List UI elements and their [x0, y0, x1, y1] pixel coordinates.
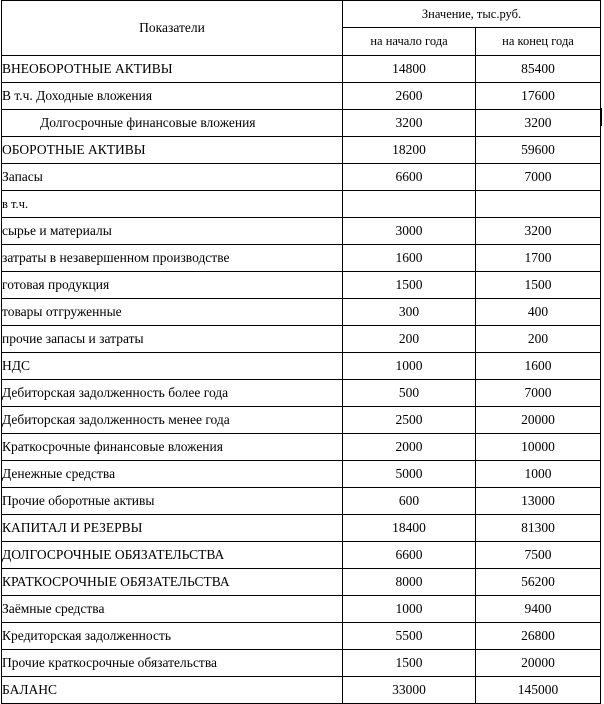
row-end-value: 56200 — [476, 569, 601, 596]
table-row — [2, 461, 601, 488]
header-end-of-year: на конец года — [476, 28, 601, 56]
row-start-value: 1500 — [343, 650, 476, 677]
header-indicator: Показатели — [2, 1, 343, 56]
row-end-value: 9400 — [476, 596, 601, 623]
row-end-value: 20000 — [476, 407, 601, 434]
row-label: ОБОРОТНЫЕ АКТИВЫ — [2, 137, 343, 164]
table-row — [2, 677, 601, 704]
row-start-value: 300 — [343, 299, 476, 326]
row-label: Прочие оборотные активы — [2, 488, 343, 515]
row-label: Долгосрочные финансовые вложения — [2, 110, 343, 137]
table-row — [2, 407, 601, 434]
row-label: ДОЛГОСРОЧНЫЕ ОБЯЗАТЕЛЬСТВА — [2, 542, 343, 569]
row-end-value — [476, 191, 601, 218]
row-label: затраты в незавершенном производстве — [2, 245, 343, 272]
row-start-value: 200 — [343, 326, 476, 353]
row-label: Прочие краткосрочные обязательства — [2, 650, 343, 677]
table-row — [2, 164, 601, 191]
row-end-value: 1000 — [476, 461, 601, 488]
row-end-value: 20000 — [476, 650, 601, 677]
row-label: Денежные средства — [2, 461, 343, 488]
row-label: в т.ч. — [2, 191, 343, 218]
row-end-value: 1600 — [476, 353, 601, 380]
row-label: готовая продукция — [2, 272, 343, 299]
financial-indicators-table — [1, 0, 601, 704]
table-row — [2, 515, 601, 542]
table-row — [2, 650, 601, 677]
row-start-value: 1000 — [343, 596, 476, 623]
table-row — [2, 245, 601, 272]
row-start-value: 6600 — [343, 542, 476, 569]
row-end-value: 81300 — [476, 515, 601, 542]
row-start-value: 3000 — [343, 218, 476, 245]
row-label: НДС — [2, 353, 343, 380]
row-start-value: 2500 — [343, 407, 476, 434]
row-label: В т.ч. Доходные вложения — [2, 83, 343, 110]
header-value-group: Значение, тыс.руб. — [343, 1, 601, 28]
table-row — [2, 434, 601, 461]
row-start-value: 6600 — [343, 164, 476, 191]
table-row — [2, 110, 601, 137]
table-row — [2, 299, 601, 326]
row-start-value: 18400 — [343, 515, 476, 542]
row-start-value: 600 — [343, 488, 476, 515]
row-label: КАПИТАЛ И РЕЗЕРВЫ — [2, 515, 343, 542]
table-row — [2, 218, 601, 245]
row-start-value: 1600 — [343, 245, 476, 272]
header-start-of-year: на начало года — [343, 28, 476, 56]
row-end-value: 85400 — [476, 56, 601, 83]
row-end-value: 3200 — [476, 218, 601, 245]
table-row — [2, 596, 601, 623]
table-row — [2, 137, 601, 164]
table-row — [2, 272, 601, 299]
row-end-value: 7500 — [476, 542, 601, 569]
table-row — [2, 191, 601, 218]
table-row — [2, 83, 601, 110]
text-cursor-mark — [600, 108, 602, 126]
row-start-value: 14800 — [343, 56, 476, 83]
row-end-value: 3200 — [476, 110, 601, 137]
row-end-value: 200 — [476, 326, 601, 353]
row-label: Заёмные средства — [2, 596, 343, 623]
row-start-value: 500 — [343, 380, 476, 407]
row-label: товары отгруженные — [2, 299, 343, 326]
row-end-value: 400 — [476, 299, 601, 326]
table-row — [2, 353, 601, 380]
table-row — [2, 623, 601, 650]
row-start-value: 5500 — [343, 623, 476, 650]
row-start-value: 8000 — [343, 569, 476, 596]
row-end-value: 59600 — [476, 137, 601, 164]
row-label: ВНЕОБОРОТНЫЕ АКТИВЫ — [2, 56, 343, 83]
row-start-value: 1000 — [343, 353, 476, 380]
row-start-value: 5000 — [343, 461, 476, 488]
row-start-value: 2600 — [343, 83, 476, 110]
row-label: Краткосрочные финансовые вложения — [2, 434, 343, 461]
table-row — [2, 380, 601, 407]
row-label: Кредиторская задолженность — [2, 623, 343, 650]
header-row-top — [2, 1, 601, 28]
row-start-value: 1500 — [343, 272, 476, 299]
row-end-value: 1700 — [476, 245, 601, 272]
row-label: сырье и материалы — [2, 218, 343, 245]
table-row — [2, 488, 601, 515]
row-label: Дебиторская задолженность более года — [2, 380, 343, 407]
row-label: БАЛАНС — [2, 677, 343, 704]
table-row — [2, 56, 601, 83]
row-end-value: 7000 — [476, 164, 601, 191]
row-start-value: 2000 — [343, 434, 476, 461]
row-end-value: 26800 — [476, 623, 601, 650]
row-end-value: 1500 — [476, 272, 601, 299]
row-start-value: 3200 — [343, 110, 476, 137]
row-label: Дебиторская задолженность менее года — [2, 407, 343, 434]
row-end-value: 13000 — [476, 488, 601, 515]
table-row — [2, 542, 601, 569]
table-row — [2, 326, 601, 353]
row-start-value: 18200 — [343, 137, 476, 164]
table-row — [2, 569, 601, 596]
row-end-value: 10000 — [476, 434, 601, 461]
row-label: Запасы — [2, 164, 343, 191]
row-start-value — [343, 191, 476, 218]
row-end-value: 145000 — [476, 677, 601, 704]
row-label: КРАТКОСРОЧНЫЕ ОБЯЗАТЕЛЬСТВА — [2, 569, 343, 596]
row-label: прочие запасы и затраты — [2, 326, 343, 353]
row-end-value: 7000 — [476, 380, 601, 407]
row-end-value: 17600 — [476, 83, 601, 110]
row-start-value: 33000 — [343, 677, 476, 704]
